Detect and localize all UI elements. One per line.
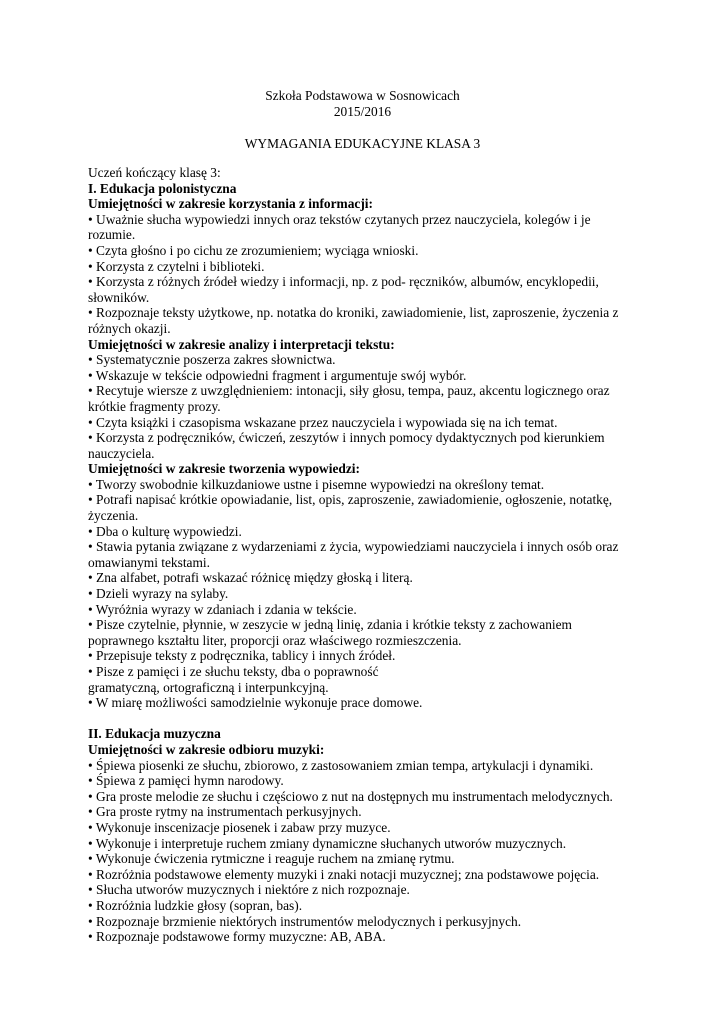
list-item: • Gra proste melodie ze słuchu i częściowo z nut na dostępnych mu instrumentach melodycznych. <box>88 788 613 804</box>
list-item: • Stawia pytania związane z wydarzeniami z życia, wypowiedziami nauczyciela i innych osób oraz <box>88 539 619 555</box>
list-item: • Wykonuje ćwiczenia rytmiczne i reaguje ruchem na zmianę rytmu. <box>88 851 455 867</box>
section-spacer <box>88 711 640 727</box>
list-item: • Wykonuje inscenizacje piosenek i zabaw przy muzyce. <box>88 819 391 835</box>
list-item: • Rozróżnia podstawowe elementy muzyki i znaki notacji muzycznej; zna podstawowe pojęcia. <box>88 866 600 882</box>
list-item: • Gra proste rytmy na instrumentach perkusyjnych. <box>88 804 362 820</box>
list-item: • Wyróżnia wyrazy w zdaniach i zdania w tekście. <box>88 601 357 617</box>
list-item: rozumie. <box>88 227 136 243</box>
subsection-heading-music-reception: Umiejętności w zakresie odbioru muzyki: <box>88 741 325 757</box>
list-music <box>88 758 640 945</box>
subsection-heading-analysis: Umiejętności w zakresie analizy i interpretacji tekstu: <box>88 336 395 352</box>
list-item: • Wykonuje i interpretuje ruchem zmiany dynamiczne słuchanych utworów muzycznych. <box>88 835 567 851</box>
list-item: • Systematycznie poszerza zakres słownictwa. <box>88 352 336 368</box>
list-item: • Dba o kulturę wypowiedzi. <box>88 523 242 539</box>
list-item: • Pisze z pamięci i ze słuchu teksty, dba o poprawność <box>88 664 379 679</box>
school-year: 2015/2016 <box>333 104 392 119</box>
list-item: • Uważnie słucha wypowiedzi innych oraz tekstów czytanych przez nauczyciela, kolegów i je <box>88 211 591 227</box>
list-item: • Korzysta z czytelni i biblioteki. <box>88 258 265 274</box>
section-title-polish: I. Edukacja polonistyczna <box>88 180 237 196</box>
list-item: omawianymi tekstami. <box>88 554 210 570</box>
list-item: • Zna alfabet, potrafi wskazać różnicę między głoską i literą. <box>88 570 413 586</box>
list-item: • Śpiewa z pamięci hymn narodowy. <box>88 773 284 789</box>
list-item: • Czyta głośno i po cichu ze zrozumieniem; wyciąga wnioski. <box>88 242 419 258</box>
list-item: • Wskazuje w tekście odpowiedni fragment i argumentuje swój wybór. <box>88 367 467 383</box>
list-item: • Tworzy swobodnie kilkuzdaniowe ustne i pisemne wypowiedzi na określony temat. <box>88 476 545 492</box>
section-title-music: II. Edukacja muzyczna <box>88 726 221 742</box>
document-title: WYMAGANIA EDUKACYJNE KLASA 3 <box>244 136 481 151</box>
list-item: życzenia. <box>88 508 139 524</box>
list-item: • W miarę możliwości samodzielnie wykonuje prace domowe. <box>88 695 423 711</box>
list-item: • Przepisuje teksty z podręcznika, tablicy i innych źródeł. <box>88 648 396 664</box>
document-body <box>88 165 640 945</box>
list-item: • Rozpoznaje teksty użytkowe, np. notatka do kroniki, zawiadomienie, list, zaproszenie, życzenia z <box>88 305 619 321</box>
list-item: gramatyczną, ortograficzną i interpunkcyjną. <box>88 679 329 695</box>
list-item: • Rozpoznaje brzmienie niektórych instrumentów melodycznych i perkusyjnych. <box>88 913 522 929</box>
subsection-heading-information: Umiejętności w zakresie korzystania z informacji: <box>88 196 373 212</box>
list-item: nauczyciela. <box>88 445 155 461</box>
intro-text: Uczeń kończący klasę 3: <box>88 165 221 180</box>
list-analysis <box>88 352 640 461</box>
list-item: • Śpiewa piosenki ze słuchu, zbiorowo, z zastosowaniem zmian tempa, artykulacji i dynamiki. <box>88 757 594 773</box>
list-item: • Czyta książki i czasopisma wskazane przez nauczyciela i wypowiada się na ich temat. <box>88 414 558 430</box>
list-item: • Potrafi napisać krótkie opowiadanie, list, opis, zaproszenie, zawiadomienie, ogłoszenie, notatkę, <box>88 492 613 508</box>
list-item: różnych okazji. <box>88 320 171 336</box>
list-item: • Korzysta z podręczników, ćwiczeń, zeszytów i innych pomocy dydaktycznych pod kierunkiem <box>88 430 605 446</box>
list-item: • Słucha utworów muzycznych i niektóre z nich rozpoznaje. <box>88 882 410 898</box>
list-item: • Rozpoznaje podstawowe formy muzyczne: AB, ABA. <box>88 929 386 945</box>
list-information <box>88 212 640 337</box>
list-item: krótkie fragmenty prozy. <box>88 398 221 414</box>
list-item: poprawnego kształtu liter, proporcji oraz właściwego rozmieszczenia. <box>88 632 462 648</box>
list-item: • Rozróżnia ludzkie głosy (sopran, bas). <box>88 897 303 913</box>
list-composition <box>88 477 640 711</box>
school-name: Szkoła Podstawowa w Sosnowicach <box>265 88 460 103</box>
list-item: słowników. <box>88 289 150 305</box>
list-item: • Korzysta z różnych źródeł wiedzy i informacji, np. z pod- ręczników, albumów, encyklopedii, <box>88 274 599 290</box>
list-item: • Recytuje wiersze z uwzględnieniem: intonacji, siły głosu, tempa, pauz, akcentu logicznego oraz <box>88 383 610 399</box>
list-item: • Dzieli wyrazy na sylaby. <box>88 586 229 602</box>
list-item: • Pisze czytelnie, płynnie, w zeszycie w jedną linię, zdania i krótkie teksty z zachowaniem <box>88 617 572 633</box>
subsection-heading-composition: Umiejętności w zakresie tworzenia wypowiedzi: <box>88 461 360 477</box>
